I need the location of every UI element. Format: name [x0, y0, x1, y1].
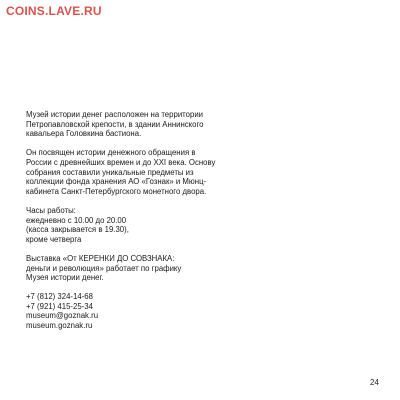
- museum-info-text: [26, 110, 236, 340]
- exhibition-paragraph: [26, 254, 236, 283]
- text-line: Часы работы:: [26, 205, 76, 215]
- text-line: ежедневно с 10.00 до 20.00: [26, 215, 127, 225]
- text-line: кроме четверга: [26, 234, 82, 244]
- phone-line: +7 (921) 415-25-34: [26, 301, 93, 311]
- phone-line: +7 (812) 324-14-68: [26, 292, 93, 302]
- email-line: museum@goznak.ru: [26, 311, 99, 321]
- watermark: COINS.LAVE.RU: [6, 4, 102, 18]
- text-line: Музей истории денег расположен на территории: [26, 110, 204, 119]
- text-line: России с древнейших времен и до XXI века. Основу: [26, 157, 216, 167]
- text-line: собрания составили уникальные предметы из: [26, 167, 194, 177]
- text-line: коллекции фонда хранения АО «Гознак» и Мюнц-: [26, 177, 207, 187]
- text-line: кабинета Санкт-Петербургского монетного двора.: [26, 186, 207, 196]
- text-line: Выставка «От КЕРЕНКИ ДО СОВЗНАКА:: [26, 253, 175, 263]
- website-line: museum.goznak.ru: [26, 321, 93, 331]
- text-line: (касса закрывается в 19.30),: [26, 225, 129, 235]
- page-number: 24: [370, 378, 379, 387]
- text-line: Петропавловской крепости, в здании Аннинского: [26, 119, 204, 129]
- text-line: Музея истории денег.: [26, 273, 104, 283]
- text-line: деньги и революция» работает по графику: [26, 263, 182, 273]
- text-line: кавальера Головкина бастиона.: [26, 129, 142, 139]
- location-paragraph: [26, 110, 236, 139]
- opening-hours-paragraph: [26, 206, 236, 244]
- contacts-paragraph: [26, 292, 236, 330]
- text-line: Он посвящен истории денежного обращения в: [26, 148, 196, 158]
- history-paragraph: [26, 148, 236, 196]
